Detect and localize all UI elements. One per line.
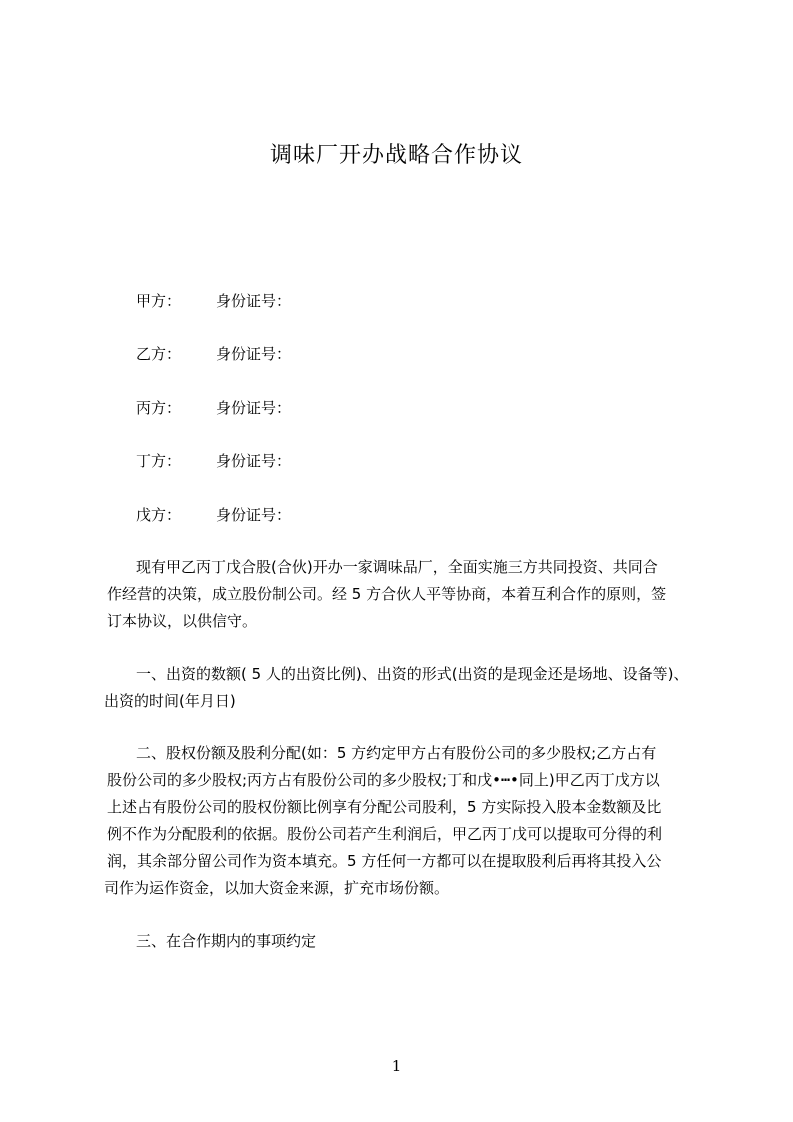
party-label: 甲方：: [136, 292, 182, 310]
paragraph-line: 司作为运作资金，以加大资金来源，扩充市场份额。: [104, 879, 450, 897]
paragraph-line: 订本协议，以供信守。: [107, 612, 258, 630]
party-id-label: 身份证号：: [216, 345, 292, 363]
party-id-label: 身份证号：: [216, 506, 292, 524]
party-label: 丁方：: [136, 452, 182, 470]
party-id-label: 身份证号：: [216, 292, 292, 310]
paragraph-line: 出资的时间(年月日): [104, 692, 236, 710]
paragraph-line: 上述占有股份公司的股权份额比例享有分配公司股利，5 方实际投入股本金数额及比: [107, 798, 662, 816]
document-title: 调味厂开办战略合作协议: [269, 143, 523, 168]
party-label: 乙方：: [136, 345, 182, 363]
page-number: 1: [391, 1057, 402, 1075]
paragraph-line: 润，其余部分留公司作为资本填充。5 方任何一方都可以在提取股利后再将其投入公: [107, 852, 662, 870]
party-id-label: 身份证号：: [216, 452, 292, 470]
paragraph-line: 股份公司的多少股权;丙方占有股份公司的多少股权;丁和戊•┅•同上)甲乙丙丁戊方以: [107, 771, 660, 789]
section-3-heading: 三、在合作期内的事项约定: [136, 932, 317, 950]
party-label: 戊方：: [136, 506, 182, 524]
paragraph-line: 作经营的决策，成立股份制公司。经 5 方合伙人平等协商，本着互利合作的原则，签: [107, 585, 667, 603]
paragraph-line: 现有甲乙丙丁戊合股(合伙)开办一家调味品厂，全面实施三方共同投资、共同合: [136, 558, 658, 576]
paragraph-line: 一、出资的数额( 5 人的出资比例)、出资的形式(出资的是现金还是场地、设备等)、: [136, 665, 689, 683]
party-label: 丙方：: [136, 399, 182, 417]
paragraph-line: 例不作为分配股利的依据。股份公司若产生利润后，甲乙丙丁戊可以提取可分得的利: [107, 825, 663, 843]
paragraph-line: 二、股权份额及股利分配(如：5 方约定甲方占有股份公司的多少股权;乙方占有: [136, 744, 657, 762]
party-id-label: 身份证号：: [216, 399, 292, 417]
